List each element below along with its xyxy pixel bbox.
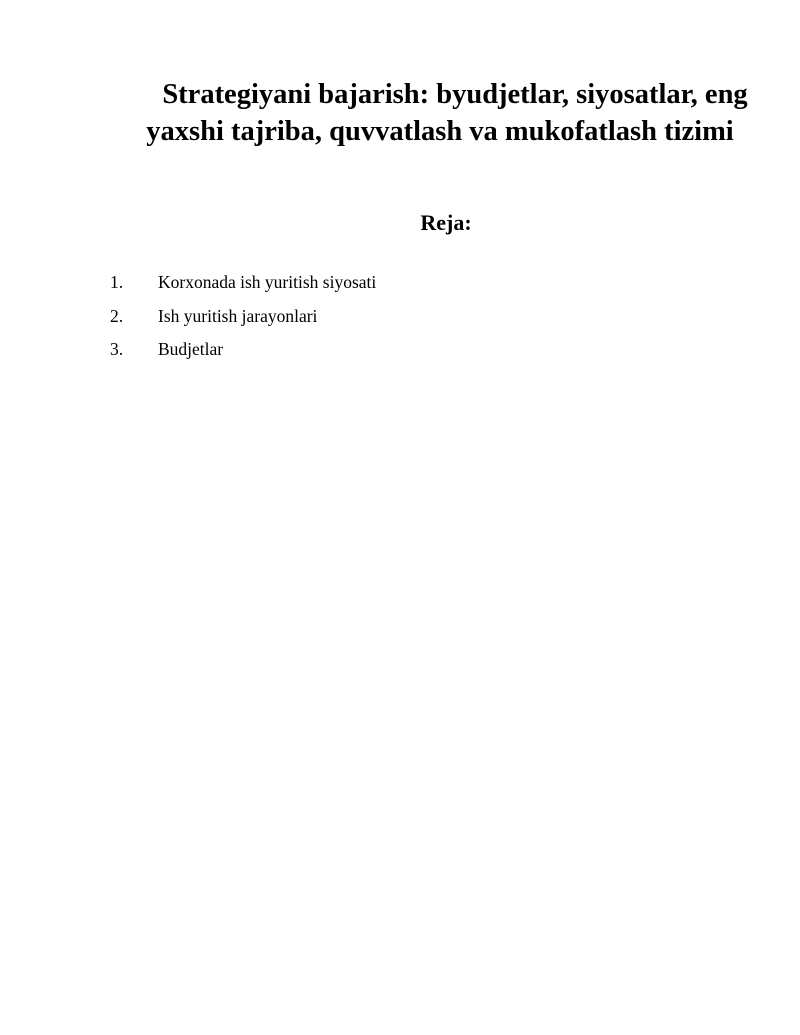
plan-heading: Reja: <box>420 210 472 235</box>
plan-item-text: Budjetlar <box>158 339 224 359</box>
plan-item-number: 1. <box>110 272 124 292</box>
plan-item <box>110 269 376 303</box>
plan-item <box>110 336 376 370</box>
plan-item-number: 3. <box>110 339 124 359</box>
plan-item-number: 2. <box>110 305 124 326</box>
plan-list <box>110 269 376 370</box>
plan-item-text: Korxonada ish yuritish siyosati <box>158 272 377 292</box>
plan-item-text: Ish yuritish jarayonlari <box>158 305 318 326</box>
plan-item <box>110 303 376 337</box>
document-title: Strategiyani bajarish: byudjetlar, siyosatlar, eng yaxshi tajriba, quvvatlash va mukofatlash tizimi <box>146 79 748 147</box>
